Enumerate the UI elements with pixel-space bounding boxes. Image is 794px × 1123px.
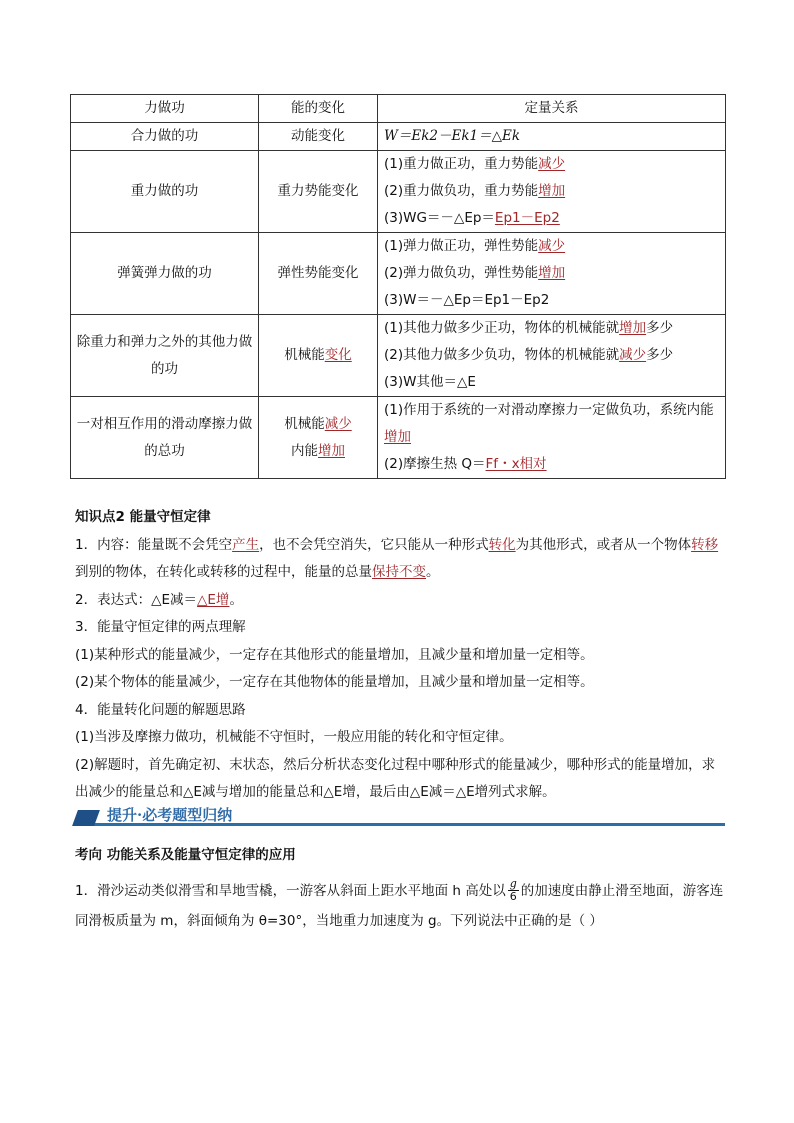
row4-line1: (1)其他力做多少正功，物体的机械能就 — [384, 320, 620, 336]
row5-change-answer1: 减少 — [324, 415, 352, 432]
answer-blank: 保持不变 — [372, 564, 426, 580]
row4-force: 除重力和弹力之外的其他力做的功 — [71, 315, 259, 397]
answer-blank: 产生 — [232, 536, 260, 553]
row3-relation — [378, 233, 726, 315]
row3-line3: (3)W＝－△Ep＝Ep1－Ep2 — [384, 292, 550, 308]
answer-blank: 转化 — [488, 536, 516, 553]
work-energy-table — [70, 94, 726, 479]
row4-answer1: 增加 — [619, 320, 647, 336]
table-row — [71, 315, 726, 397]
row5-change-text2: 内能 — [291, 442, 318, 459]
row4-change-answer: 变化 — [324, 347, 352, 363]
row2-line3: (3)WG＝－△Ep＝ — [384, 210, 495, 226]
text: 1．内容：能量既不会凭空 — [75, 536, 233, 553]
question-topic: 考向 功能关系及能量守恒定律的应用 — [75, 847, 296, 863]
question-section — [75, 842, 725, 936]
row5-line2: (2)摩擦生热 Q＝ — [384, 456, 486, 472]
row1-force: 合力做的功 — [71, 123, 259, 151]
row2-relation — [378, 151, 726, 233]
answer-blank: △E增 — [197, 591, 230, 608]
row3-answer2: 增加 — [538, 265, 566, 281]
row4-change-text: 机械能 — [284, 347, 325, 363]
row2-line1: (1)重力做正功，重力势能 — [384, 156, 539, 172]
row3-line1: (1)弹力做正功，弹性势能 — [384, 238, 539, 254]
text: ，也不会凭空消失，它只能从一种形式 — [259, 536, 489, 553]
row2-force: 重力做的功 — [71, 151, 259, 233]
answer-blank: 转移 — [691, 536, 719, 553]
row5-answer2: Ff・x相对 — [485, 456, 547, 472]
knowledge-point-2 — [75, 504, 725, 807]
row5-force: 一对相互作用的滑动摩擦力做的总功 — [71, 397, 259, 479]
text: 。 — [426, 564, 440, 580]
row5-line1: (1)作用于系统的一对滑动摩擦力一定做负功，系统内能 — [384, 402, 714, 418]
header-relation: 定量关系 — [378, 95, 726, 123]
fraction-numerator: g — [509, 877, 517, 890]
paragraph: 3．能量守恒定律的两点理解 — [75, 619, 246, 635]
paragraph: 4．能量转化问题的解题思路 — [75, 701, 246, 718]
row2-line2: (2)重力做负功，重力势能 — [384, 183, 539, 199]
section-title: 知识点2 能量守恒定律 — [75, 509, 211, 525]
question-1 — [75, 876, 725, 936]
row2-answer2: 增加 — [538, 183, 566, 199]
table-header-row — [71, 95, 726, 123]
row4-line2: (2)其他力做多少负功，物体的机械能就 — [384, 347, 620, 363]
banner-title: 提升·必考题型归纳 — [107, 806, 233, 824]
header-energy-change: 能的变化 — [259, 95, 378, 123]
fraction — [508, 878, 519, 903]
paragraph: (1)某种形式的能量减少，一定存在其他形式的能量增加，且减少量和增加量一定相等。 — [75, 646, 594, 663]
row4-line1-end: 多少 — [646, 320, 674, 336]
text: 为其他形式，或者从一个物体 — [515, 536, 692, 553]
section-banner — [75, 804, 725, 830]
text: 2．表达式：△E减＝ — [75, 591, 198, 608]
row4-relation — [378, 315, 726, 397]
fraction-denominator: 6 — [509, 890, 517, 903]
question-text-b: 的加速度由静止滑至地面，游客连同滑板质量为 m，斜面倾角为 θ=30°，当地重力加速度为 g。下列说法中正确的是（ ） — [75, 882, 724, 929]
table-row — [71, 397, 726, 479]
text: 。 — [229, 591, 243, 608]
row1-change: 动能变化 — [259, 123, 378, 151]
row5-change-text1: 机械能 — [284, 415, 325, 432]
row3-line2: (2)弹力做负功，弹性势能 — [384, 265, 539, 281]
row4-line3: (3)W其他＝△E — [384, 374, 476, 390]
row5-change — [259, 397, 378, 479]
paragraph: (1)当涉及摩擦力做功，机械能不守恒时，一般应用能的转化和守恒定律。 — [75, 729, 513, 745]
row1-formula: W＝Ek2－Ek1＝△Ek — [384, 128, 521, 144]
text: 到别的物体，在转化或转移的过程中，能量的总量 — [75, 564, 372, 580]
question-text-a: 1．滑沙运动类似滑雪和旱地雪橇，一游客从斜面上距水平地面 h 高处以 — [75, 882, 506, 899]
table-row — [71, 123, 726, 151]
row2-answer1: 减少 — [538, 156, 566, 172]
row1-relation — [378, 123, 726, 151]
header-work: 力做功 — [71, 95, 259, 123]
row4-answer2: 减少 — [619, 347, 647, 363]
row3-answer1: 减少 — [538, 238, 566, 254]
row2-answer3: Ep1－Ep2 — [494, 210, 560, 226]
row4-line2-end: 多少 — [646, 347, 674, 363]
row2-change: 重力势能变化 — [259, 151, 378, 233]
row4-change — [259, 315, 378, 397]
table-row — [71, 233, 726, 315]
paragraph-content — [75, 532, 725, 587]
row5-answer1: 增加 — [384, 429, 411, 445]
paragraph-expression — [75, 587, 725, 615]
paragraph: (2)解题时，首先确定初、末状态，然后分析状态变化过程中哪种形式的能量减少，哪种形式的能量增加，求出减少的能量总和△E减与增加的能量总和△E增，最后由△E减＝△E增列式求解。 — [75, 756, 716, 800]
row3-change: 弹性势能变化 — [259, 233, 378, 315]
row5-relation — [378, 397, 726, 479]
row5-change-answer2: 增加 — [318, 442, 345, 459]
table-row — [71, 151, 726, 233]
row3-force: 弹簧弹力做的功 — [71, 233, 259, 315]
paragraph: (2)某个物体的能量减少，一定存在其他物体的能量增加，且减少量和增加量一定相等。 — [75, 674, 594, 690]
